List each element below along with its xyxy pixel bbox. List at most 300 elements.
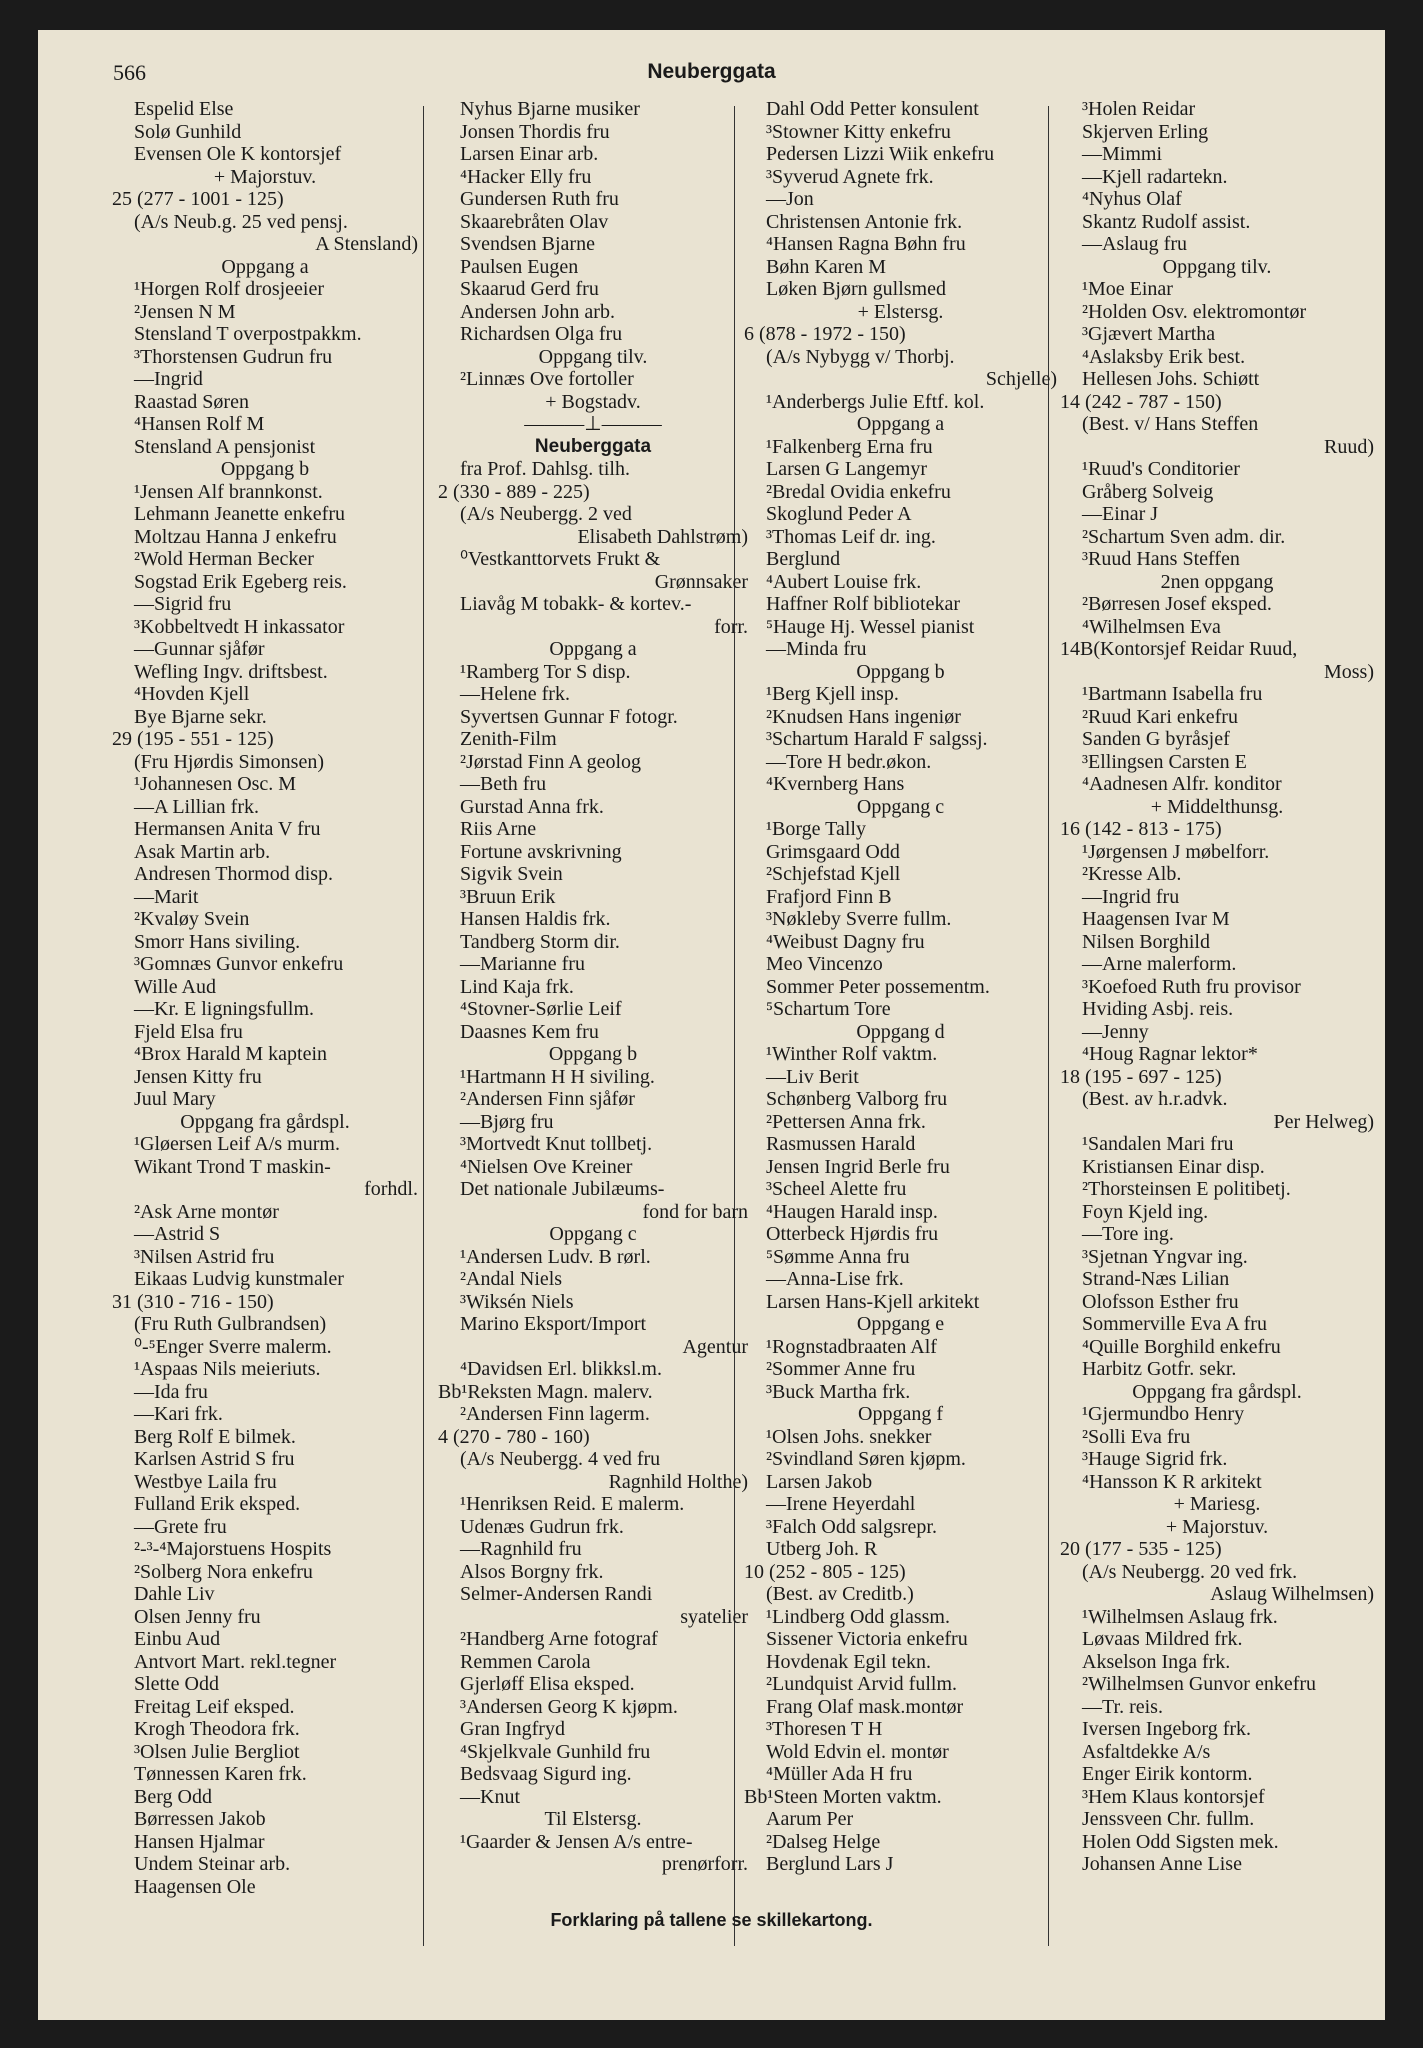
directory-entry: ²Kresse Alb. — [1082, 863, 1182, 885]
directory-entry: Oppgang d — [856, 1020, 945, 1043]
directory-entry: ²Dalseg Helge — [766, 1830, 881, 1853]
directory-entry: fra Prof. Dahlsg. tilh. — [460, 458, 630, 480]
directory-entry: (A/s Neubergg. 20 ved frk. — [1082, 1560, 1298, 1583]
directory-entry: Skoglund Peder A — [766, 503, 912, 525]
directory-entry: ¹Jensen Alf brannkonst. — [134, 480, 323, 503]
directory-entry: Pedersen Lizzi Wiik enkefru — [766, 143, 995, 165]
directory-entry: Westbye Laila fru — [134, 1470, 277, 1493]
directory-entry: ³Bruun Erik — [460, 885, 556, 908]
directory-entry: Skaarud Gerd fru — [460, 278, 599, 300]
directory-entry: ⁴Houg Ragnar lektor* — [1082, 1043, 1258, 1065]
directory-entry: 14B(Kontorsjef Reidar Ruud, — [1060, 638, 1298, 660]
directory-entry: —Kr. E ligningsfullm. — [134, 998, 314, 1020]
directory-entry: ¹Lindberg Odd glassm. — [766, 1605, 950, 1628]
directory-entry: (A/s Neubergg. 2 ved — [460, 503, 632, 525]
directory-entry: —Jenny — [1082, 1020, 1149, 1043]
directory-entry: ⁰-⁵Enger Sverre malerm. — [134, 1335, 332, 1358]
directory-entry: Haffner Rolf bibliotekar — [766, 593, 961, 615]
directory-entry: Det nationale Jubilæums- — [460, 1178, 665, 1200]
directory-entry: ³Hem Klaus kontorsjef — [1082, 1785, 1265, 1808]
directory-entry: Riis Arne — [460, 818, 537, 840]
directory-entry: ⁵Hauge Hj. Wessel pianist — [766, 615, 975, 638]
directory-entry: Evensen Ole K kontorsjef — [134, 143, 342, 165]
directory-entry: ⁴Haugen Harald insp. — [766, 1200, 938, 1223]
directory-entry: Undem Steinar arb. — [134, 1853, 291, 1875]
directory-entry: Grimsgaard Odd — [766, 840, 900, 863]
directory-entry: Wikant Trond T maskin- — [134, 1155, 331, 1178]
directory-entry: Gurstad Anna frk. — [460, 795, 604, 818]
directory-entry: Daasnes Kem fru — [460, 1020, 599, 1043]
directory-entry: ⁴Hansen Ragna Bøhn fru — [766, 233, 966, 255]
directory-entry: ³Syverud Agnete frk. — [766, 165, 934, 188]
directory-entry: —Jon — [766, 188, 814, 210]
directory-entry: Dahl Odd Petter konsulent — [766, 98, 979, 120]
directory-entry: Agentur — [682, 1335, 748, 1358]
directory-entry: Karlsen Astrid S fru — [134, 1448, 295, 1470]
directory-entry: Holen Odd Sigsten mek. — [1082, 1830, 1279, 1853]
directory-entry: Oppgang b — [856, 660, 945, 683]
directory-entry: Oppgang c — [856, 795, 945, 818]
directory-entry: —Arne malerform. — [1082, 953, 1237, 975]
directory-entry: Skaarebråten Olav — [460, 210, 609, 233]
directory-entry: ³Buck Martha frk. — [766, 1380, 911, 1403]
directory-entry: ¹Henriksen Reid. E malerm. — [460, 1493, 685, 1515]
directory-entry: Haagensen Ole — [134, 1875, 256, 1898]
directory-entry: Oppgang a — [856, 413, 945, 435]
directory-entry: Nyhus Bjarne musiker — [460, 98, 640, 120]
directory-entry: Larsen Einar arb. — [460, 143, 599, 165]
directory-entry: ³Ellingsen Carsten E — [1082, 750, 1247, 773]
directory-entry: ²Jensen N M — [134, 300, 236, 323]
directory-entry: ¹Johannesen Osc. M — [134, 773, 297, 795]
directory-entry: Berglund Lars J — [766, 1853, 894, 1875]
directory-entry: Schjelle) — [985, 368, 1057, 390]
directory-entry: ¹Ramberg Tor S disp. — [460, 660, 631, 683]
column-2 — [438, 98, 748, 1876]
directory-entry: ¹Olsen Johs. snekker — [766, 1425, 932, 1448]
directory-entry: —Minda fru — [766, 638, 867, 660]
directory-entry: Svendsen Bjarne — [460, 233, 595, 255]
directory-entry: Gran Ingfryd — [460, 1718, 565, 1740]
directory-entry: —Tore ing. — [1082, 1223, 1174, 1245]
directory-entry: 25 (277 - 1001 - 125) — [112, 188, 284, 210]
directory-entry: ²Andersen Finn sjåfør — [460, 1088, 635, 1110]
directory-entry: ³Hauge Sigrid frk. — [1082, 1448, 1228, 1470]
directory-entry: Gjerløff Elisa eksped. — [460, 1673, 635, 1695]
directory-entry: Moss) — [1323, 660, 1374, 683]
directory-entry: Nilsen Borghild — [1082, 930, 1210, 953]
directory-entry: ²Wold Herman Becker — [134, 548, 314, 570]
directory-entry: 4 (270 - 780 - 160) — [438, 1425, 590, 1448]
directory-entry: + Elstersg. — [857, 300, 944, 323]
directory-entry: Moltzau Hanna J enkefru — [134, 525, 337, 548]
directory-entry: ¹Aspaas Nils meieriuts. — [134, 1358, 321, 1380]
directory-entry: ²Lundquist Arvid fullm. — [766, 1673, 957, 1695]
directory-entry: 31 (310 - 716 - 150) — [112, 1290, 274, 1313]
directory-entry: 18 (195 - 697 - 125) — [1060, 1065, 1222, 1088]
directory-entry: Akselson Inga frk. — [1082, 1650, 1231, 1673]
directory-entry: 2 (330 - 889 - 225) — [438, 480, 590, 503]
directory-entry: Grønnsaker — [654, 570, 748, 593]
directory-entry: ¹Borge Tally — [766, 818, 866, 840]
directory-entry: 16 (142 - 813 - 175) — [1060, 818, 1222, 840]
directory-entry: ⁵Sømme Anna fru — [766, 1245, 910, 1268]
directory-entry: Hansen Hjalmar — [134, 1830, 265, 1853]
directory-entry: Sigvik Svein — [460, 863, 563, 885]
directory-entry: —Beth fru — [460, 773, 547, 795]
directory-entry: Christensen Antonie frk. — [766, 210, 963, 233]
directory-entry: Berg Rolf E bilmek. — [134, 1425, 296, 1448]
directory-entry: ²Schartum Sven adm. dir. — [1082, 525, 1286, 548]
directory-entry: Hermansen Anita V fru — [134, 818, 321, 840]
directory-entry: ²-³-⁴Majorstuens Hospits — [134, 1538, 332, 1560]
directory-entry: Andresen Thormod disp. — [134, 863, 334, 885]
directory-entry: Dahle Liv — [134, 1583, 215, 1605]
directory-entry: Enger Eirik kontorm. — [1082, 1763, 1253, 1785]
directory-entry: + Bogstadv. — [545, 390, 641, 413]
directory-entry: ²Handberg Arne fotograf — [460, 1628, 658, 1650]
directory-entry: ²Andersen Finn lagerm. — [460, 1403, 650, 1425]
directory-entry: Sanden G byråsjef — [1082, 728, 1230, 750]
directory-entry: Tandberg Storm dir. — [460, 930, 620, 953]
directory-entry: —Ida fru — [134, 1380, 208, 1403]
directory-entry: ¹Andersen Ludv. B rørl. — [460, 1245, 651, 1268]
directory-entry: —Einar J — [1082, 503, 1159, 525]
directory-entry: Wefling Ingv. driftsbest. — [134, 660, 328, 683]
column-4 — [1060, 98, 1374, 1876]
directory-entry: (A/s Neubergg. 4 ved fru — [460, 1448, 661, 1470]
directory-entry: Slette Odd — [134, 1673, 219, 1695]
directory-entry: Olsen Jenny fru — [134, 1605, 261, 1628]
directory-entry: A Stensland) — [315, 233, 418, 255]
directory-entry: Krogh Theodora frk. — [134, 1718, 300, 1740]
directory-entry: —Helene frk. — [460, 683, 570, 705]
directory-entry: ⁵Schartum Tore — [766, 998, 891, 1020]
directory-entry: ²Børresen Josef eksped. — [1082, 593, 1272, 615]
directory-entry: Larsen Jakob — [766, 1470, 873, 1493]
directory-entry: Oppgang fra gårdspl. — [180, 1110, 350, 1133]
directory-entry: ³Gjævert Martha — [1082, 323, 1216, 345]
directory-entry: ¹Bartmann Isabella fru — [1082, 683, 1263, 705]
directory-entry: ²Jørstad Finn A geolog — [460, 750, 642, 773]
directory-entry: ³Mortvedt Knut tollbetj. — [460, 1133, 653, 1155]
directory-entry: ⁴Hovden Kjell — [134, 683, 250, 705]
directory-entry: Liavåg M tobakk- & kortev.- — [460, 593, 692, 615]
directory-entry: ³Olsen Julie Bergliot — [134, 1740, 300, 1763]
directory-entry: Larsen Hans-Kjell arkitekt — [766, 1290, 980, 1313]
directory-entry: Richardsen Olga fru — [460, 323, 623, 345]
directory-entry: —Irene Heyerdahl — [766, 1493, 916, 1515]
directory-entry: Zenith-Film — [460, 728, 557, 750]
directory-entry: ¹Berg Kjell insp. — [766, 683, 899, 705]
directory-entry: Løken Bjørn gullsmed — [766, 278, 946, 300]
directory-entry: Løvaas Mildred frk. — [1082, 1628, 1243, 1650]
directory-entry: Hellesen Johs. Schiøtt — [1082, 368, 1260, 390]
directory-entry: Oppgang tilv. — [538, 345, 648, 368]
directory-entry: (Fru Ruth Gulbrandsen) — [134, 1313, 327, 1335]
directory-entry: ⁴Aadnesen Alfr. konditor — [1082, 773, 1282, 795]
directory-entry: ¹Winther Rolf vaktm. — [766, 1043, 938, 1065]
directory-entry: syatelier — [680, 1605, 748, 1628]
directory-entry: + Middelthunsg. — [1150, 795, 1284, 818]
directory-entry: —Anna-Lise frk. — [766, 1268, 904, 1290]
directory-entry: ¹Ruud's Conditorier — [1082, 458, 1240, 480]
directory-entry: Bøhn Karen M — [766, 255, 886, 278]
directory-entry: ¹Rognstadbraaten Alf — [766, 1335, 937, 1358]
directory-entry: Sogstad Erik Egeberg reis. — [134, 570, 347, 593]
directory-entry: Raastad Søren — [134, 390, 249, 413]
directory-entry: ³Nilsen Astrid fru — [134, 1245, 275, 1268]
directory-entry: Lind Kaja frk. — [460, 975, 574, 998]
directory-entry: Stensland A pensjonist — [134, 435, 316, 458]
directory-entry: 10 (252 - 805 - 125) — [744, 1560, 906, 1583]
directory-entry: ⁴Weibust Dagny fru — [766, 930, 925, 953]
directory-entry: Stensland T overpostpakkm. — [134, 323, 362, 345]
directory-entry: Gråberg Solveig — [1082, 480, 1214, 503]
directory-entry: ³Gomnæs Gunvor enkefru — [134, 953, 344, 975]
directory-entry: Tønnessen Karen frk. — [134, 1763, 307, 1785]
directory-entry: Jensen Ingrid Berle fru — [766, 1155, 950, 1178]
directory-entry: + Majorstuv. — [1165, 1515, 1269, 1538]
directory-entry: Einbu Aud — [134, 1628, 221, 1650]
directory-entry: Elisabeth Dahlstrøm) — [577, 525, 748, 548]
directory-entry: ¹Moe Einar — [1082, 278, 1173, 300]
directory-entry: ⁴Quille Borghild enkefru — [1082, 1335, 1281, 1358]
directory-entry: Eikaas Ludvig kunstmaler — [134, 1268, 344, 1290]
directory-entry: ¹Hartmann H H siviling. — [460, 1065, 655, 1088]
directory-entry: Oppgang a — [549, 638, 637, 660]
directory-entry: ²Pettersen Anna frk. — [766, 1110, 926, 1133]
directory-entry: Wold Edvin el. montør — [766, 1740, 949, 1763]
directory-entry: Oppgang tilv. — [1162, 255, 1272, 278]
directory-entry: Espelid Else — [134, 98, 234, 120]
directory-entry: Frafjord Finn B — [766, 885, 892, 908]
directory-entry: ⁴Nielsen Ove Kreiner — [460, 1155, 633, 1178]
directory-entry: Utberg Joh. R — [766, 1538, 878, 1560]
directory-entry: Bb¹Steen Morten vaktm. — [744, 1785, 942, 1808]
directory-entry: ²Solli Eva fru — [1082, 1425, 1191, 1448]
directory-entry: Sommerville Eva A fru — [1082, 1313, 1267, 1335]
directory-entry: Bedsvaag Sigurd ing. — [460, 1763, 632, 1785]
directory-entry: Andersen John arb. — [460, 300, 615, 323]
directory-entry: Jensen Kitty fru — [134, 1065, 262, 1088]
column-3 — [744, 98, 1057, 1876]
directory-entry: ⁴Davidsen Erl. blikksl.m. — [460, 1358, 662, 1380]
directory-entry: (Best. v/ Hans Steffen — [1082, 413, 1259, 435]
directory-entry: ³Thorstensen Gudrun fru — [134, 345, 333, 368]
directory-entry: Harbitz Gotfr. sekr. — [1082, 1358, 1237, 1380]
directory-entry: (A/s Nybygg v/ Thorbj. — [766, 345, 955, 368]
directory-entry: ⁴Stovner-Sørlie Leif — [460, 998, 622, 1020]
directory-entry: Johansen Anne Lise — [1082, 1853, 1242, 1875]
directory-entry: Hansen Haldis frk. — [460, 908, 611, 930]
directory-entry: (Fru Hjørdis Simonsen) — [134, 750, 324, 773]
directory-entry: Ragnhild Holthe) — [608, 1470, 748, 1493]
directory-entry: Wille Aud — [134, 975, 216, 998]
directory-entry: Remmen Carola — [460, 1650, 591, 1673]
directory-entry: ———⊥——— — [524, 413, 662, 435]
directory-entry: Oppgang c — [549, 1223, 637, 1245]
footer-note: Forklaring på tallene se skillekartong. — [550, 1910, 873, 1930]
directory-entry: —Kari frk. — [134, 1403, 223, 1425]
directory-entry: ¹Gaarder & Jensen A/s entre- — [460, 1830, 693, 1853]
directory-entry: ⁴Hansen Rolf M — [134, 413, 265, 435]
directory-entry: ⁴Aubert Louise frk. — [766, 570, 922, 593]
directory-entry: ¹Horgen Rolf drosjeeier — [134, 278, 325, 300]
directory-entry: ³Sjetnan Yngvar ing. — [1082, 1245, 1248, 1268]
directory-entry: ²Bredal Ovidia enkefru — [766, 480, 951, 503]
directory-entry: ³Wiksén Niels — [460, 1290, 574, 1313]
directory-entry: —Bjørg fru — [460, 1110, 554, 1133]
directory-entry: —Tore H bedr.økon. — [766, 750, 932, 773]
directory-entry: Fjeld Elsa fru — [134, 1020, 243, 1043]
directory-entry: Aarum Per — [766, 1808, 854, 1830]
directory-entry: Oppgang a — [221, 255, 309, 278]
directory-entry: Asak Martin arb. — [134, 840, 271, 863]
directory-entry: ¹Anderbergs Julie Eftf. kol. — [766, 390, 985, 413]
directory-entry: ⁴Skjelkvale Gunhild fru — [460, 1740, 651, 1763]
directory-entry: Neuberggata — [534, 435, 652, 457]
directory-entry: forr. — [714, 615, 748, 638]
directory-entry: Ruud) — [1324, 435, 1374, 458]
directory-entry: Meo Vincenzo — [766, 953, 883, 975]
directory-entry: ⁴Nyhus Olaf — [1082, 188, 1182, 210]
directory-entry: ²Wilhelmsen Gunvor enkefru — [1082, 1673, 1317, 1695]
directory-entry: Lehmann Jeanette enkefru — [134, 503, 346, 525]
directory-entry: ⁴Kvernberg Hans — [766, 773, 905, 795]
directory-entry: ³Holen Reidar — [1082, 98, 1196, 120]
directory-entry: Jonsen Thordis fru — [460, 120, 610, 143]
directory-entry: ³Falch Odd salgsrepr. — [766, 1515, 937, 1538]
directory-entry: ³Schartum Harald F salgssj. — [766, 728, 988, 750]
directory-entry: ³Koefoed Ruth fru provisor — [1082, 975, 1301, 998]
directory-entry: —Liv Berit — [766, 1065, 859, 1088]
directory-entry: ¹Wilhelmsen Aslaug frk. — [1082, 1605, 1278, 1628]
directory-entry: ²Sommer Anne fru — [766, 1358, 916, 1380]
directory-entry: Oppgang b — [548, 1043, 638, 1065]
directory-entry: Solø Gunhild — [134, 120, 242, 143]
directory-entry: Berg Odd — [134, 1785, 212, 1808]
directory-entry: 6 (878 - 1972 - 150) — [744, 323, 906, 345]
directory-entry: Foyn Kjeld ing. — [1082, 1200, 1209, 1223]
directory-page — [38, 30, 1385, 2020]
directory-entry: ²Schjefstad Kjell — [766, 863, 901, 885]
directory-entry: Iversen Ingeborg frk. — [1082, 1718, 1252, 1740]
directory-entry: ²Thorsteinsen E politibetj. — [1082, 1178, 1291, 1200]
directory-entry: ⁴Brox Harald M kaptein — [134, 1043, 328, 1065]
directory-entry: ²Holden Osv. elektromontør — [1082, 300, 1307, 323]
directory-entry: Oppgang f — [858, 1403, 943, 1425]
directory-entry: Frang Olaf mask.montør — [766, 1695, 964, 1718]
directory-entry: prenørforr. — [661, 1853, 748, 1875]
directory-entry: Smorr Hans siviling. — [134, 930, 301, 953]
directory-entry: + Mariesg. — [1173, 1493, 1261, 1515]
directory-entry: (Best. av Creditb.) — [766, 1583, 914, 1605]
directory-entry: Udenæs Gudrun frk. — [460, 1515, 624, 1538]
directory-entry: Otterbeck Hjørdis fru — [766, 1223, 939, 1245]
directory-entry: Aslaug Wilhelmsen) — [1210, 1583, 1374, 1605]
directory-entry: Hviding Asbj. reis. — [1082, 998, 1234, 1020]
directory-entry: Oppgang fra gårdspl. — [1132, 1380, 1302, 1403]
directory-entry: ³Thomas Leif dr. ing. — [766, 525, 936, 548]
directory-entry: ³Andersen Georg K kjøpm. — [460, 1695, 678, 1718]
directory-entry: ²Kvaløy Svein — [134, 908, 250, 930]
directory-entry: —Knut — [460, 1785, 520, 1808]
directory-entry: Til Elstersg. — [544, 1808, 642, 1830]
directory-entry: Bb¹Reksten Magn. malerv. — [438, 1380, 653, 1403]
directory-entry: ¹Jørgensen J møbelforr. — [1082, 840, 1270, 863]
directory-entry: ²Andal Niels — [460, 1268, 563, 1290]
directory-entry: Haagensen Ivar M — [1082, 908, 1230, 930]
directory-entry: Jenssveen Chr. fullm. — [1082, 1808, 1255, 1830]
directory-entry: ⁴Hacker Elly fru — [460, 165, 592, 188]
directory-entry: Berglund — [766, 548, 841, 570]
directory-entry: —Marianne fru — [460, 953, 585, 975]
directory-entry: —Ragnhild fru — [460, 1538, 582, 1560]
directory-entry: Børressen Jakob — [134, 1808, 266, 1830]
directory-entry: ⁴Hansson K R arkitekt — [1082, 1470, 1262, 1493]
directory-entry: ⁴Müller Ada H fru — [766, 1763, 913, 1785]
directory-entry: Kristiansen Einar disp. — [1082, 1155, 1265, 1178]
directory-entry: 2nen oppgang — [1160, 570, 1274, 593]
directory-entry: Paulsen Eugen — [460, 255, 579, 278]
directory-entry: Larsen G Langemyr — [766, 458, 928, 480]
directory-entry: ³Stowner Kitty enkefru — [766, 120, 951, 143]
directory-entry: fond for barn — [642, 1200, 748, 1223]
column-1 — [112, 98, 418, 1898]
directory-entry: 29 (195 - 551 - 125) — [112, 728, 274, 750]
directory-entry: + Majorstuv. — [213, 165, 317, 188]
directory-entry: ³Scheel Alette fru — [766, 1178, 907, 1200]
directory-entry: ¹Falkenberg Erna fru — [766, 435, 933, 458]
directory-entry: 20 (177 - 535 - 125) — [1060, 1538, 1222, 1560]
directory-entry: Oppgang b — [220, 458, 310, 480]
directory-entry: Fulland Erik eksped. — [134, 1493, 301, 1515]
directory-entry: —Gunnar sjåfør — [134, 638, 265, 660]
directory-entry: —Ingrid — [134, 368, 203, 390]
directory-entry: Bye Bjarne sekr. — [134, 705, 267, 728]
directory-entry: —Grete fru — [134, 1515, 227, 1538]
directory-entry: —Tr. reis. — [1082, 1695, 1163, 1718]
directory-entry: (Best. av h.r.advk. — [1082, 1088, 1228, 1110]
directory-entry: —A Lillian frk. — [134, 795, 259, 818]
directory-entry: ²Ask Arne montør — [134, 1200, 279, 1223]
directory-entry: Marino Eksport/Import — [460, 1313, 647, 1335]
directory-entry: Antvort Mart. rekl.tegner — [134, 1650, 337, 1673]
directory-entry: Asfaltdekke A/s — [1082, 1740, 1211, 1763]
directory-entry: Skjerven Erling — [1082, 120, 1209, 143]
directory-entry: ³Thoresen T H — [766, 1718, 883, 1740]
directory-entry: Juul Mary — [134, 1088, 216, 1110]
directory-entry: ²Svindland Søren kjøpm. — [766, 1448, 966, 1470]
directory-entry: ⁴Wilhelmsen Eva — [1082, 615, 1221, 638]
directory-entry: Sommer Peter possementm. — [766, 975, 990, 998]
directory-entry: (A/s Neub.g. 25 ved pensj. — [134, 210, 348, 233]
directory-entry: ¹Gløersen Leif A/s murm. — [134, 1133, 340, 1155]
directory-entry: ⁴Aslaksby Erik best. — [1082, 345, 1246, 368]
directory-entry: Olofsson Esther fru — [1082, 1290, 1239, 1313]
column-divider — [423, 106, 424, 1946]
directory-entry: —Mimmi — [1082, 143, 1163, 165]
directory-entry: Sissener Victoria enkefru — [766, 1628, 968, 1650]
directory-entry: Rasmussen Harald — [766, 1133, 916, 1155]
directory-entry: ¹Sandalen Mari fru — [1082, 1133, 1234, 1155]
directory-entry: ¹Gjermundbo Henry — [1082, 1403, 1245, 1425]
directory-entry: ⁰Vestkanttorvets Frukt & — [460, 548, 661, 570]
directory-entry: Schønberg Valborg fru — [766, 1088, 948, 1110]
directory-entry: Syvertsen Gunnar F fotogr. — [460, 705, 678, 728]
directory-entry: 14 (242 - 787 - 150) — [1060, 390, 1222, 413]
